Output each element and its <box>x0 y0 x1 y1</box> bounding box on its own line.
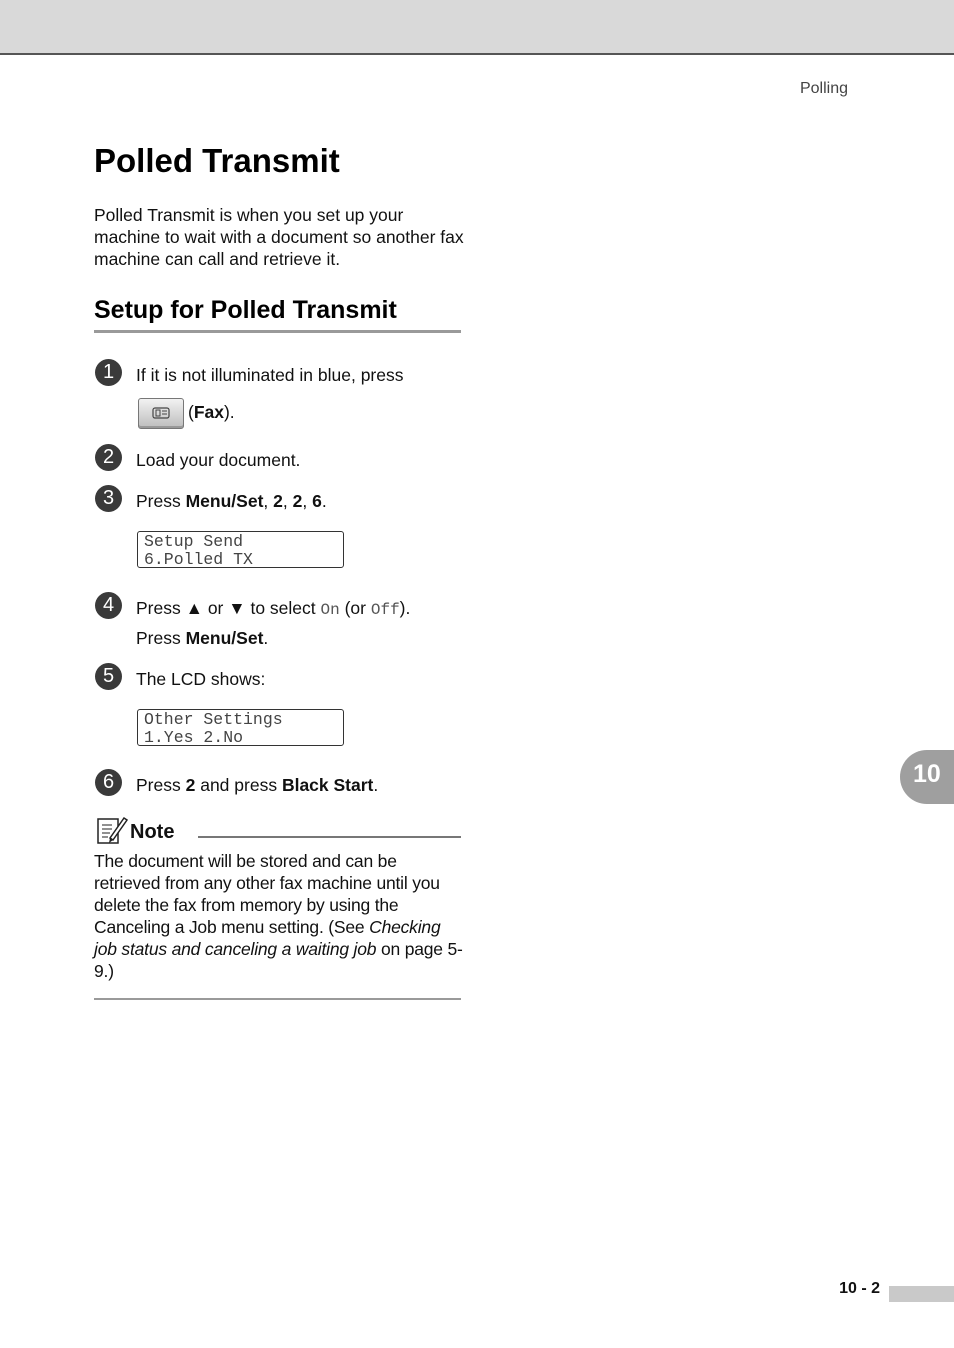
lcd-display-setup-send: Setup Send 6.Polled TX <box>137 531 344 568</box>
step-1-text: If it is not illuminated in blue, press <box>136 365 404 385</box>
note-divider-top <box>198 836 461 838</box>
running-head: Polling <box>799 80 848 97</box>
page-title: Polled Transmit <box>94 142 340 179</box>
note-body: The document will be stored and can be retrieved from any other fax machine until you delete the fax from memory by using the Canceling a Job menu setting. (See Checking job status and canceling a waiting job on page 5-9.) <box>94 851 463 981</box>
section-title: Setup for Polled Transmit <box>94 296 397 324</box>
fax-icon <box>152 406 170 420</box>
fax-button[interactable] <box>138 398 184 429</box>
step-4-text: Press ▲ or ▼ to select On (or Off). <box>136 598 411 619</box>
note-label: Note <box>130 821 175 843</box>
section-divider <box>94 330 461 333</box>
step-number-1: 1 <box>95 359 122 386</box>
step-3-text: Press Menu/Set, 2, 2, 6. <box>136 491 327 511</box>
intro-paragraph: Polled Transmit is when you set up your machine to wait with a document so another fax machine can call and retrieve it. <box>94 205 464 269</box>
page-number-bar <box>889 1286 954 1302</box>
step-number-4: 4 <box>95 592 122 619</box>
step-number-5: 5 <box>95 663 122 690</box>
note-reference: Checking job status and canceling a waiting job <box>94 917 441 959</box>
down-arrow-icon: ▼ <box>228 598 246 618</box>
step-number-3: 3 <box>95 485 122 512</box>
step-4-line-2: Press Menu/Set. <box>136 628 269 648</box>
note-icon <box>96 814 128 846</box>
lcd-display-other-settings: Other Settings 1.Yes 2.No <box>137 709 344 746</box>
page-number: 10 - 2 <box>839 1280 880 1297</box>
note-divider-bottom <box>94 998 461 1000</box>
step-number-6: 6 <box>95 769 122 796</box>
step-2-text: Load your document. <box>136 450 301 470</box>
step-6-text: Press 2 and press Black Start. <box>136 775 379 795</box>
header-bar <box>0 0 954 55</box>
up-arrow-icon: ▲ <box>185 598 203 618</box>
step-number-2: 2 <box>95 444 122 471</box>
step-5-text: The LCD shows: <box>136 669 266 689</box>
chapter-tab: 10 <box>900 750 954 804</box>
fax-label: (Fax). <box>188 402 235 422</box>
